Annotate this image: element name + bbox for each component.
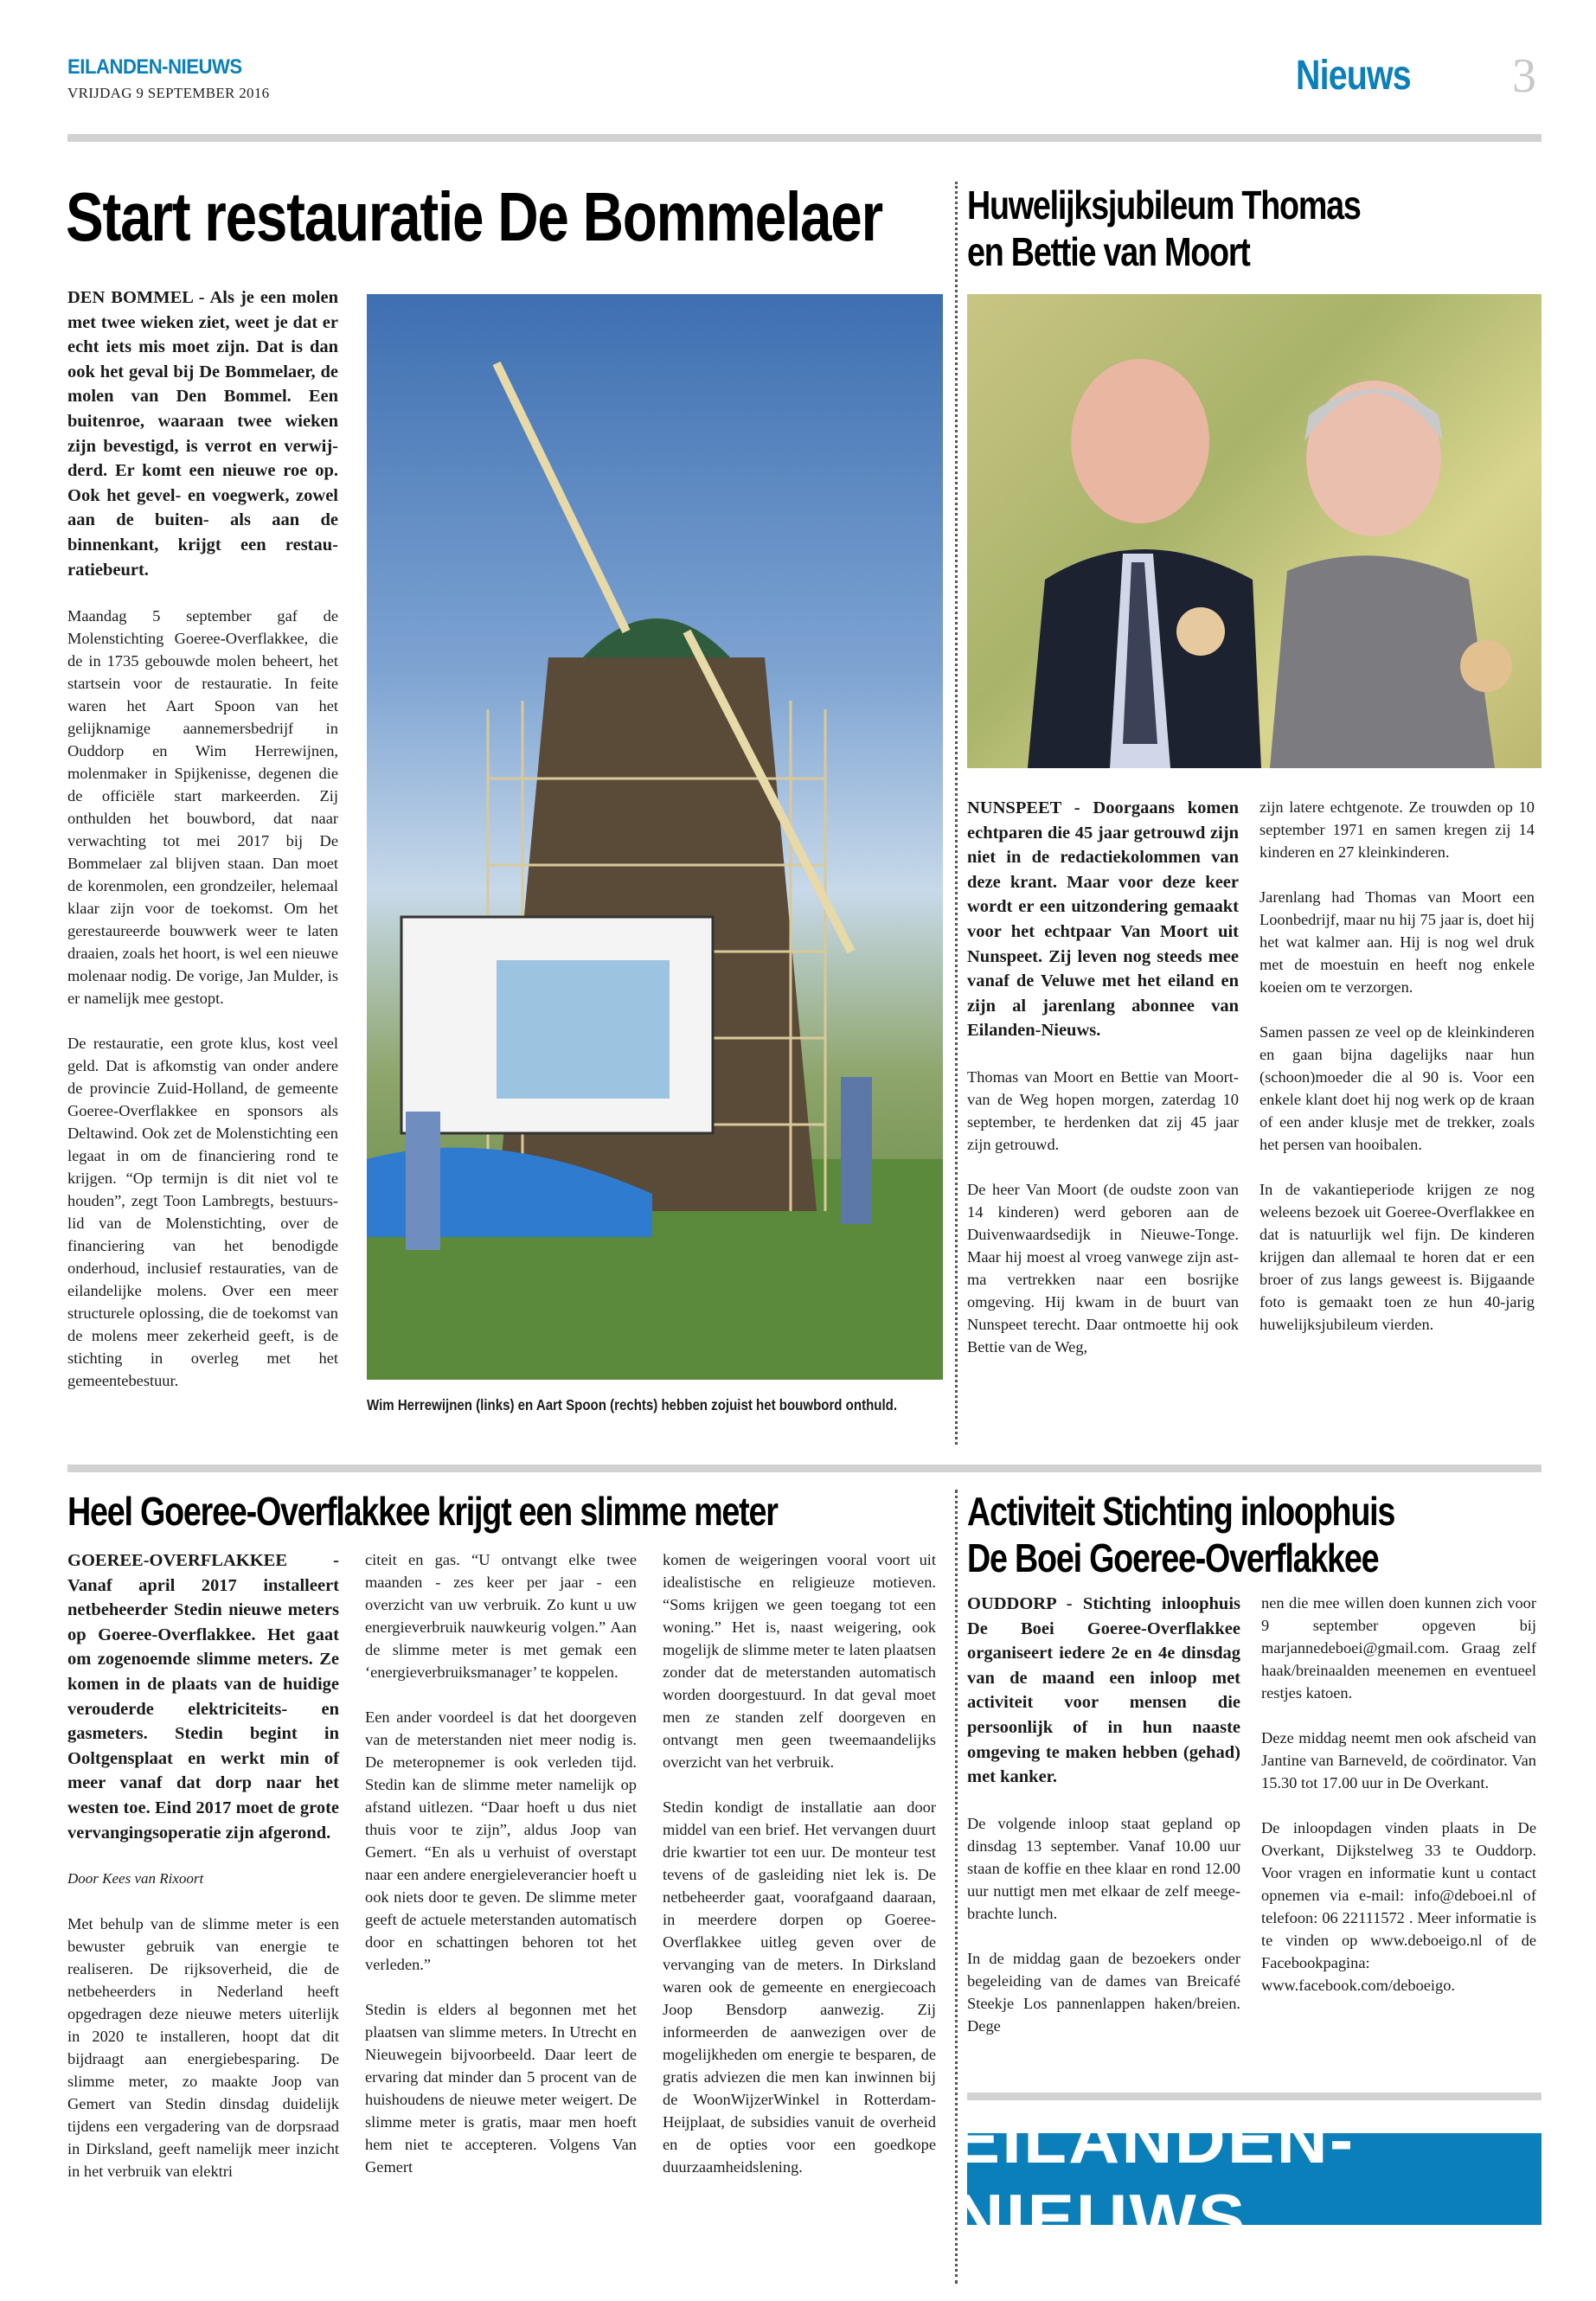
footer-divider <box>967 2093 1542 2100</box>
article-meter-paragraph: Stedin is elders al begonnen met het plaatsen van slimme meters. In Utrecht en Nieuwegein bijvoorbeeld. Daar leert de ervaring dat minder dan 5 procent van de huishoudens de nieuwe meter weigert. De slimme meter is gratis, maar men hoeft hem niet te accepteren. Volgens Van Gemert <box>365 2001 637 2176</box>
couple-photo <box>967 294 1542 768</box>
column-separator <box>955 182 958 1445</box>
footer-logo-text: EILANDEN-NIEUWS <box>952 2101 1356 2256</box>
article-boei-paragraph: nen die mee willen doen kunnen zich voor 9 september opgeven bij marjannedeboei@gmail.com. Graag zelf haak/breinaalden meenemen en eventueel restjes katoen. <box>1261 1594 1536 1702</box>
windmill-illustration <box>367 294 943 1380</box>
article-meter-col3 <box>663 1548 936 2178</box>
article-jubilee-paragraph: zijn latere echtgenote. Ze trouwden op 10 september 1971 en samen kregen zij 14 kinderen en 27 kleinkinderen. <box>1259 798 1535 861</box>
article-jubilee-paragraph: In de vakantieperiode krijgen ze nog weleens bezoek uit Goeree-Overflakkee en dat is natuurlijk wel fijn. De kinderen krijgen dan allemaal te horen dat er een broer of zus langs geweest is. Bijgaande foto is gemaakt toen ze hun 40-jarig huwelijksjubileum vierden. <box>1259 1181 1535 1333</box>
headline-boei-line2: De Boei Goeree-Overflakkee <box>967 1535 1379 1580</box>
article-jubilee-lead: NUNSPEET - Doorgaans komen echtparen die 45 jaar getrouwd zijn niet in de redactiekolommen van deze krant. Maar voor deze keer wordt er een uitzondering gemaakt voor het echtpaar Van Moort uit Nunspeet. Zij leven nog steeds mee vanaf de Veluwe met het eiland en zijn al jarenlang abonnee van Eilanden-Nieuws. <box>967 798 1239 1041</box>
article-boei-paragraph: De inloopdagen vinden plaats in De Overkant, Dijkstelweg 33 te Ouddorp. Voor vragen en informatie kunt u contact opnemen via e-mail: info@deboei.nl of telefoon: 06 22111572 . Meer informatie is te vinden op www.​deboeigo.nl of de Facebookpagina: www.facebook.com/deboeigo. <box>1261 1819 1536 1994</box>
article-meter-lead: GOEREE-OVERFLAKKEE - Vanaf april 2017 installeert netbeheerder Stedin nieuwe meters op Goeree-Overflakkee. Het gaat om zogenoemde slimme meters. Ze komen in de plaats van de huidige verouderde elektriciteits- en gasmeters. Stedin begint in Ooltgensplaat en werkt min of meer vanaf dat dorp naar het westen toe. Eind 2017 moet de grote vervangingsoperatie zijn afgerond. <box>67 1551 339 1843</box>
windmill-photo <box>367 294 943 1380</box>
article-jubilee-col1 <box>967 796 1239 1358</box>
article-jubilee-col2 <box>1259 796 1535 1336</box>
article-meter-paragraph: komen de weigeringen vooral voort uit idealistische en religieuze motieven. “Soms krijgen we geen toegang tot een woning.” Het is, naast weigering, ook mogelijk de slimme meter te laten plaatsen zonder dat de meterstanden automatisch worden doorgestuurd. In dat geval moet men ze standen zelf doorgeven en ontvangt men geen tweemaandelijks overzicht van het verbruik. <box>663 1551 936 1771</box>
headline-jubilee-line1: Huwelijksjubileum Thomas <box>967 183 1361 228</box>
page-number: 3 <box>1512 49 1536 103</box>
article-boei-paragraph: De volgende inloop staat gepland op dinsdag 13 september. Vanaf 10.00 uur staan de koffie en thee klaar en rond 12.00 uur nuttigt men met elkaar de zelf meegebrachte lunch. <box>967 1814 1240 1922</box>
article-boei-paragraph: In de middag gaan de bezoekers onder begeleiding van de dames van Breicafé Steekje Los pannenlappen haken/breien. Dege <box>967 1949 1240 2035</box>
footer-logo-banner[interactable] <box>952 2101 1542 2256</box>
article-boei-col2 <box>1261 1592 1536 1997</box>
section-divider <box>67 1465 1542 1472</box>
article-mill-text <box>67 285 338 1392</box>
headline-jubilee-line2: en Bettie van Moort <box>967 229 1250 274</box>
article-jubilee-paragraph: Thomas van Moort en Bettie van Moort-van de Weg hopen morgen, zaterdag 10 september, te herdenken dat zij 45 jaar zijn getrouwd. <box>967 1067 1239 1153</box>
photo-caption: Wim Herrewijnen (links) en Aart Spoon (rechts) hebben zojuist het bouwbord onthuld. <box>367 1396 898 1413</box>
article-jubilee-paragraph: Jarenlang had Thomas van Moort een Loonbedrijf, maar nu hij 75 jaar is, doet hij het wat kalmer aan. Hij is nog wel druk met de moestuin en heeft nog enkele koeien om te verzorgen. <box>1259 888 1535 996</box>
article-boei-paragraph: Deze middag neemt men ook afscheid van Jantine van Barneveld, de coördinator. Van 15.30 tot 17.00 uur in De Overkant. <box>1261 1729 1536 1791</box>
article-jubilee-paragraph: Samen passen ze veel op de kleinkinderen en gaan bijna dagelijks naar hun (schoon)moeder die al 90 is. Voor een enkele klant doet hij nog werk op de kraan of een ander klusje met de trekker, zoals het persen van hooibalen. <box>1259 1023 1535 1153</box>
masthead-logo[interactable]: EILANDEN-NIEUWS <box>67 55 242 79</box>
article-jubilee-paragraph: De heer Van Moort (de oudste zoon van 14 kinderen) werd geboren aan de Duivenwaardsedijk in Nieuwe-Tonge. Maar hij moest al vroeg vanwege zijn astma vertrekken naar een bosrijke omgeving. Hij kwam in de buurt van Nunspeet terecht. Daar ontmoette hij ook Bettie van de Weg, <box>967 1180 1239 1356</box>
issue-date: VRIJDAG 9 SEPTEMBER 2016 <box>67 85 270 101</box>
article-meter-col1 <box>67 1548 339 2182</box>
article-mill-paragraph: De restauratie, een grote klus, kost veel geld. Dat is afkomstig van onder andere de provincie Zuid-Holland, de gemeente Goeree-Overflakkee en sponsors als Deltawind. Ook zet de Molenstichting een legaat in om de financiering rond te krijgen. “Op termijn is dit niet vol te houden”, zegt Toon Lambregts, bestuurslid van de Molenstichting, over de financiering van het benodigde onderhoud, inclusief restauraties, van de eilandelijke molens. Over een meer structurele oplossing, die de toekomst van de molens meer zekerheid geeft, is de stichting in overleg met het gemeentebestuur. <box>67 1035 338 1390</box>
article-meter-paragraph: Met behulp van de slimme meter is een bewuster gebruik van energie te realiseren. De rijksoverheid, die de netbeheerders in Nederland heeft opgedragen deze nieuwe meters uiterlijk in 2020 te installeren, hoopt dat dit bijdraagt aan energiebesparing. De slimme meter, zo maakte Joop van Gemert van Stedin dinsdag duidelijk tijdens een vergadering van de dorpsraad in Dirksland, geeft namelijk meer inzicht in het verbruik van elektri <box>67 1915 339 2181</box>
article-mill-paragraph: Maandag 5 september gaf de Molenstichting Goeree-Overflakkee, die de in 1735 gebouwde molen beheert, het startsein voor de restauratie. In feite waren het Aart Spoon van het gelijknamige aannemersbedrijf in Ouddorp en Wim Herrewijnen, molenmaker in Spijkenisse, degenen die de officiële start markeerden. Zij onthulden het bouwbord, dat naar verwachting tot mei 2017 bij De Bommelaer zal blijven staan. Dan moet de korenmolen, een grondzeiler, helemaal klaar zijn voor de toekomst. Om het gerestaureerde bouwwerk weer te laten draaien, zoals het hoort, is wel een nieuwe molenaar nodig. De vorige, Jan Mulder, is er namelijk mee gestopt. <box>67 607 338 1008</box>
section-title: Nieuws <box>1296 53 1411 99</box>
headline-smart-meter: Heel Goeree-Overflakkee krijgt een slimme meter <box>67 1489 778 1534</box>
couple-illustration <box>967 294 1542 768</box>
article-mill-lead: DEN BOMMEL - Als je een molen met twee wieken ziet, weet je dat er echt iets mis moet zijn. Dat is dan ook het geval bij De Bommelaer, de molen van Den Bommel. Een buitenroe, waaraan twee wieken zijn bevestigd, is verrot en verwijderd. Er komt een nieuwe roe op. Ook het gevel- en voegwerk, zowel aan de buiten- als aan de binnenkant, krijgt een restauratiebeurt. <box>67 288 338 580</box>
article-boei-lead: OUDDORP - Stichting inloophuis De Boei Goeree-Overflakkee organiseert iedere 2e en 4e dinsdag van de maand een inloop met activiteit voor mensen die persoonlijk of in hun naaste omgeving te maken hebben (gehad) met kanker. <box>967 1594 1240 1787</box>
article-meter-paragraph: Een ander voordeel is dat het doorgeven van de meterstanden niet meer nodig is. De meteropnemer is ook verleden tijd. Stedin kan de slimme meter namelijk op afstand uitlezen. “Daar hoeft u dus niet thuis voor te zijn”, aldus Joop van Gemert. “En als u verhuist of overstapt naar een andere energieleverancier hoeft u ook niets door te geven. De slimme meter geeft de actuele meterstanden automatisch door en schattingen behoren tot het verleden.” <box>365 1708 637 1973</box>
article-boei-col1 <box>967 1592 1240 2037</box>
article-meter-col2 <box>365 1548 637 2178</box>
headline-boei-line1: Activiteit Stichting inloophuis <box>967 1489 1395 1534</box>
headline-bommelaer: Start restauratie De Bommelaer <box>66 178 882 255</box>
article-meter-byline: Door Kees van Rixoort <box>67 1870 204 1888</box>
header-divider <box>67 134 1542 142</box>
article-meter-paragraph: Stedin kondigt de installatie aan door middel van een brief. Het vervangen duurt drie kwartier tot een uur. De monteur test tevens of de gasleiding niet lek is. De netbeheerder gaat, voorafgaand daaraan, in meerdere dorpen op Goeree-Overflakkee uitleg geven over de vervanging van de meters. In Dirksland waren ook de gemeente en energiecoach Joop Bensdorp aanwezig. Zij informeerden de aanwezigen over de mogelijkheden om energie te besparen, de gratis adviezen die men kan inwinnen bij de WoonWijzerWinkel in Rotterdam-Heijplaat, de subsidies vanuit de overheid en de opties voor een goedkope duurzaamheidslening. <box>663 1798 936 2176</box>
article-meter-paragraph: citeit en gas. “U ontvangt elke twee maanden - zes keer per jaar - een overzicht van uw verbruik. Zo kunt u uw energieverbruik nauwkeurig volgen.” Aan de slimme meter is met gemak een ‘energieverbruiksmanager’ te koppelen. <box>365 1551 637 1681</box>
